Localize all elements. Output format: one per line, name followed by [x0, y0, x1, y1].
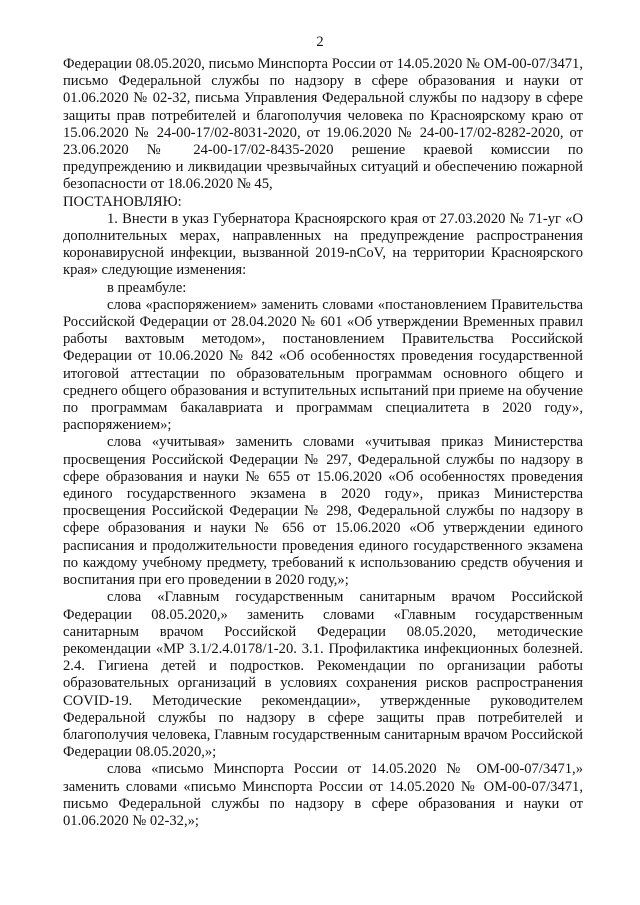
- paragraph-resolve-heading: ПОСТАНОВЛЯЮ:: [63, 193, 182, 210]
- paragraph-preamble-continuation: Федерации 08.05.2020, письмо Минспорта России от 14.05.2020 № ОМ-00-07/3471, письмо Федеральной службы по надзору в сфере образования и науки от 01.06.2020 № 02-32, письма Управления Федеральной службы по надзору в сфере защиты прав потребителей и благополучия человека по Красноярскому краю от 15.06.2020 № 24-00-17/02-8031-2020, от 19.06.2020 № 24-00-17/02-8282-2020, от 23.06.2020 № 24-00-17/02-8435-2020 решение краевой комиссии по предупреждению и ликвидации чрезвычайных ситуаций и обеспечению пожарной безопасности от 18.06.2020 № 45,: [63, 56, 583, 193]
- paragraph-amendment-sanitary-doctor: слова «Главным государственным санитарным врачом Российской Федерации 08.05.2020,» заменить словами «Главным государственным санитарным врачом Российской Федерации 08.05.2020, методические рекомендации «МР 3.1/2.4.0178/1-20. 3.1. Профилактика инфекционных болезней. 2.4. Гигиена детей и подростков. Рекомендации по организации работы образовательных организаций в условиях сохранения рисков распространения COVID-19. Методические рекомендации», утвержденные руководителем Федеральной службы по надзору в сфере защиты прав потребителей и благополучия человека, Главным государственным санитарным врачом Российской Федерации 08.05.2020,»;: [63, 589, 583, 761]
- paragraph-item-1: 1. Внести в указ Губернатора Красноярского края от 27.03.2020 № 71-уг «О дополнительных мерах, направленных на предупреждение распространения коронавирусной инфекции, вызванной 2019-nCoV, на территории Красноярского края» следующие изменения:: [63, 210, 583, 279]
- page-number: 2: [316, 34, 324, 50]
- paragraph-amendment-order: слова «распоряжением» заменить словами «постановлением Правительства Российской Федерации от 28.04.2020 № 601 «Об утверждении Временных правил работы вахтовым методом», постановлением Правительства Российской Федерации от 10.06.2020 № 842 «Об особенностях проведения государственной итоговой аттестации по образовательным программам основного общего и среднего общего образования и вступительных испытаний при приеме на обучение по программам бакалавриата и программам специалитета в 2020 году», распоряжением»;: [63, 296, 583, 434]
- document-body: [63, 56, 583, 830]
- paragraph-preamble-label: в преамбуле:: [107, 279, 187, 296]
- paragraph-amendment-considering: слова «учитывая» заменить словами «учитывая приказ Министерства просвещения Российской Федерации № 297, Федеральной службы по надзору в сфере образования и науки № 655 от 15.06.2020 «Об особенностях проведения единого государственного экзамена в 2020 году», приказ Министерства просвещения Российской Федерации № 298, Федеральной службы по надзору в сфере образования и науки № 656 от 15.06.2020 «Об утверждении единого расписания и продолжительности проведения единого государственного экзамена по каждому учебному предмету, требований к использованию средств обучения и воспитания при его проведении в 2020 году,»;: [63, 434, 583, 589]
- paragraph-amendment-minsport-letter: слова «письмо Минспорта России от 14.05.2020 № ОМ-00-07/3471,» заменить словами «письмо Минспорта России от 14.05.2020 № ОМ-00-07/3471, письмо Федеральной службы по надзору в сфере образования и науки от 01.06.2020 № 02-32,»;: [63, 761, 583, 829]
